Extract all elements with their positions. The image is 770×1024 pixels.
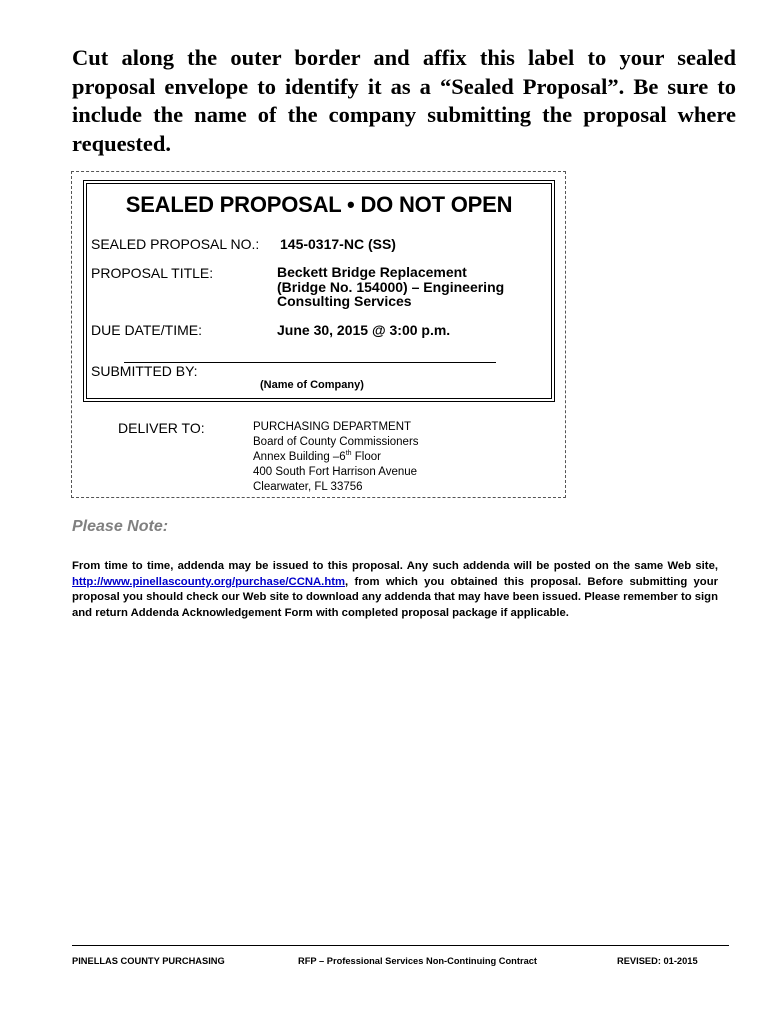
- company-name-blank[interactable]: [124, 362, 496, 363]
- company-name-caption: (Name of Company): [260, 379, 364, 391]
- deliver-to-label: DELIVER TO:: [118, 420, 205, 436]
- purchase-site-link[interactable]: http://www.pinellascounty.org/purchase/CCNA.htm: [72, 575, 346, 588]
- footer-rule: [72, 945, 729, 946]
- submitted-by-label: SUBMITTED BY:: [91, 363, 198, 379]
- ordinal-suffix: th: [345, 450, 352, 457]
- note-text: From time to time, addenda may be issued to this proposal. Any such addenda will be posted on the same Web site,: [72, 560, 718, 572]
- footer-center: RFP – Professional Services Non-Continuing Contract: [298, 956, 538, 966]
- note-body: [72, 559, 718, 621]
- address-building: Annex Building –6: [253, 451, 346, 463]
- proposal-number-label: SEALED PROPOSAL NO.:: [91, 236, 260, 252]
- footer-left: PINELLAS COUNTY PURCHASING: [72, 956, 225, 966]
- address-line: 400 South Fort Harrison Avenue: [253, 466, 418, 478]
- footer-right: REVISED: 01-2015: [617, 956, 698, 966]
- address-line: [253, 450, 419, 465]
- proposal-number-value: 145-0317-NC (SS): [280, 236, 396, 252]
- due-date-value: June 30, 2015 @ 3:00 p.m.: [277, 322, 451, 338]
- proposal-title-label: PROPOSAL TITLE:: [91, 265, 214, 281]
- proposal-title-line: Beckett Bridge Replacement: [277, 264, 467, 280]
- label-title: SEALED PROPOSAL • DO NOT OPEN: [125, 192, 513, 217]
- delivery-address: [253, 420, 419, 495]
- address-line: Clearwater, FL 33756: [253, 481, 363, 493]
- proposal-title-line: (Bridge No. 154000) – Engineering: [277, 278, 505, 295]
- proposal-title-value: [277, 265, 537, 309]
- note-text: , from which you obtained this proposal. Before submitting your proposal you should check our Web site to download any addenda that may have been issued. Please remember to sign and return Addenda Acknowledgement Form with completed proposal package if applicable.: [72, 575, 718, 619]
- cutting-instructions: Cut along the outer border and affix this label to your sealed proposal envelope to identify it as a “Sealed Proposal”. Be sure to include the name of the company submitting the proposal where requested.: [72, 45, 736, 156]
- note-heading: Please Note:: [72, 518, 169, 535]
- address-line: Board of County Commissioners: [253, 436, 419, 448]
- address-floor: Floor: [351, 451, 381, 463]
- address-line: PURCHASING DEPARTMENT: [253, 421, 412, 433]
- due-date-label: DUE DATE/TIME:: [91, 322, 202, 338]
- proposal-title-line: Consulting Services: [277, 293, 412, 309]
